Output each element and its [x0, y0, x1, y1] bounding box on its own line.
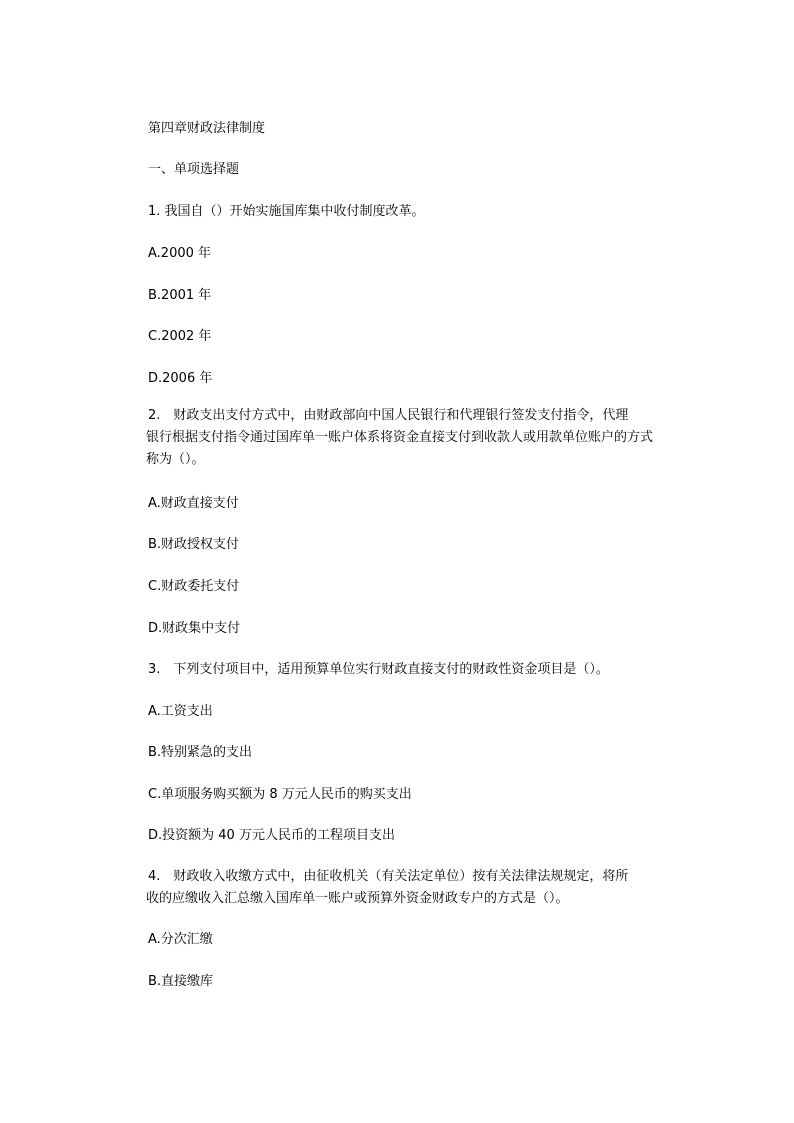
section-title: 一、单项选择题 [148, 162, 240, 177]
question-3-option-d: D.投资额为 40 万元人民币的工程项目支出 [148, 828, 395, 843]
question-2-stem-line-1: 2. 财政支出支付方式中，由财政部向中国人民银行和代理银行签发支付指令，代理 [148, 408, 629, 423]
question-2-option-b: B.财政授权支付 [148, 537, 240, 552]
question-1-option-a: A.2000 年 [148, 246, 212, 261]
question-3-option-c: C.单项服务购买额为 8 万元人民币的购买支出 [148, 787, 412, 802]
chapter-title: 第四章财政法律制度 [148, 121, 266, 136]
question-2-option-c: C.财政委托支付 [148, 579, 240, 594]
question-2-stem-line-2: 银行根据支付指令通过国库单一账户体系将资金直接支付到收款人或用款单位账户的方式 [146, 430, 654, 445]
question-1-option-b: B.2001 年 [148, 288, 212, 303]
question-3-stem: 3. 下列支付项目中，适用预算单位实行财政直接支付的财政性资金项目是（）。 [148, 662, 609, 677]
question-1-option-d: D.2006 年 [148, 371, 213, 386]
question-4-option-a: A.分次汇缴 [148, 932, 213, 947]
question-2-stem [148, 405, 678, 471]
question-1-stem: 1. 我国自（）开始实施国库集中收付制度改革。 [148, 204, 425, 219]
question-1-option-c: C.2002 年 [148, 329, 212, 344]
question-2-stem-line-3: 称为（）。 [146, 452, 205, 467]
question-3-option-b: B.特别紧急的支出 [148, 745, 253, 760]
question-4-stem-line-2: 收的应缴收入汇总缴入国库单一账户或预算外资金财政专户的方式是（）。 [146, 891, 569, 906]
question-4-stem [148, 866, 678, 910]
question-2-option-a: A.财政直接支付 [148, 496, 239, 511]
question-2-option-d: D.财政集中支付 [148, 621, 241, 636]
question-4-stem-line-1: 4. 财政收入收缴方式中，由征收机关（有关法定单位）按有关法律法规规定，将所 [148, 869, 629, 884]
question-4-option-b: B.直接缴库 [148, 974, 214, 989]
question-3-option-a: A.工资支出 [148, 704, 213, 719]
